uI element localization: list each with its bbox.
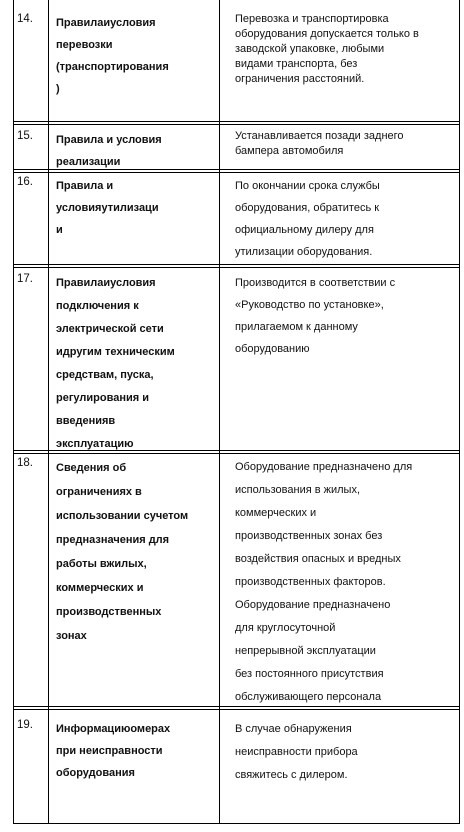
row-number: 19. — [17, 719, 33, 731]
parameter-description-line: Устанавливается позади заднего — [235, 130, 404, 142]
parameter-description-line: бампера автомобиля — [235, 145, 344, 157]
parameter-name-line: использовании сучетом — [56, 510, 189, 522]
parameter-name-line: оборудования — [56, 767, 135, 779]
parameter-description-line: непрерывной эксплуатации — [235, 645, 376, 657]
parameter-description-line: производственных факторов. — [235, 576, 386, 588]
parameter-description-line: В случае обнаружения — [235, 723, 352, 735]
parameter-description-line: использования в жилых, — [235, 484, 361, 496]
parameter-name-line: зонах — [56, 630, 87, 642]
parameter-name-line: идругим техническим — [56, 346, 175, 358]
row-divider — [13, 264, 460, 265]
parameter-description-line: Производится в соответствии с — [235, 277, 396, 289]
parameter-name — [56, 272, 214, 456]
parameter-name-line: ограничениях в — [56, 486, 142, 498]
parameter-description — [235, 456, 457, 709]
parameter-description — [235, 129, 457, 159]
parameter-description-line: Перевозка и транспортировка — [235, 13, 389, 25]
parameter-name-line: электрической сети — [56, 323, 164, 335]
parameter-description-line: утилизации оборудования. — [235, 246, 373, 258]
parameter-description-line: прилагаемом к данному — [235, 321, 358, 333]
parameter-name-line: Информациюомерах — [56, 723, 171, 735]
row-number: 16. — [17, 176, 33, 188]
parameter-description-line: свяжитесь с дилером. — [235, 769, 348, 781]
parameter-description-line: обслуживающего персонала — [235, 691, 382, 703]
parameter-name-line: Правилаиусловия — [56, 17, 156, 29]
parameter-name-line: введенияв — [56, 415, 116, 427]
parameter-name-line: подключения к — [56, 300, 139, 312]
parameter-name-line: коммерческих и — [56, 582, 144, 594]
parameter-name-line: производственных — [56, 606, 162, 618]
parameter-name — [56, 12, 214, 100]
parameter-name-line: предназначения для — [56, 534, 170, 546]
parameter-name-line: регулирования и — [56, 392, 149, 404]
row-divider — [13, 124, 460, 125]
parameter-description — [235, 272, 457, 360]
parameter-description-line: неисправности прибора — [235, 746, 358, 758]
row-divider — [13, 709, 460, 710]
row-divider — [13, 267, 460, 268]
parameter-name-line: Правилаиусловия — [56, 277, 156, 289]
parameter-name-line: работы вжилых, — [56, 558, 147, 570]
parameter-description-line: без постоянного присутствия — [235, 668, 384, 680]
parameter-name-line: (транспортирования — [56, 61, 169, 73]
parameter-description-line: оборудования допускается только в — [235, 28, 419, 40]
parameter-description-line: «Руководство по установке», — [235, 299, 384, 311]
parameter-description-line: заводской упаковке, любыми — [235, 43, 385, 55]
parameter-name-line: ) — [56, 83, 60, 95]
parameter-name-line: реализации — [56, 156, 121, 168]
parameter-description-line: По окончании срока службы — [235, 180, 380, 192]
parameter-description-line: официальному дилеру для — [235, 224, 374, 236]
parameter-description-line: оборудованию — [235, 343, 310, 355]
parameter-name-line: эксплуатацию — [56, 438, 134, 450]
parameter-name-line: при неисправности — [56, 745, 163, 757]
parameter-description-line: ограничения расстояний. — [235, 73, 365, 85]
parameter-description-line: воздействия опасных и вредных — [235, 553, 401, 565]
row-number: 15. — [17, 130, 33, 142]
parameter-name — [56, 175, 214, 241]
parameter-name-line: перевозки — [56, 39, 113, 51]
parameter-description — [235, 12, 457, 87]
parameter-name — [56, 718, 214, 784]
row-divider — [13, 823, 460, 824]
parameter-name-line: Правила и условия — [56, 134, 162, 146]
parameter-description-line: оборудования, обратитесь к — [235, 202, 380, 214]
parameter-name-line: средствам, пуска, — [56, 369, 154, 381]
parameter-description — [235, 718, 457, 787]
parameter-name-line: Сведения об — [56, 462, 127, 474]
parameter-name-line: Правила и — [56, 180, 114, 192]
row-number: 18. — [17, 457, 33, 469]
parameter-description-line: для круглосуточной — [235, 622, 336, 634]
parameter-description-line: коммерческих и — [235, 507, 317, 519]
parameter-description-line: Оборудование предназначено для — [235, 461, 413, 473]
parameter-description-line: Оборудование предназначено — [235, 599, 391, 611]
parameter-description-line: видами транспорта, без — [235, 58, 358, 70]
row-number: 14. — [17, 13, 33, 25]
parameter-name — [56, 456, 214, 648]
row-divider — [13, 121, 460, 122]
row-number: 17. — [17, 273, 33, 285]
parameter-description — [235, 175, 457, 263]
parameter-name-line: условияутилизаци — [56, 202, 159, 214]
parameter-name — [56, 129, 214, 173]
parameter-description-line: производственных зонах без — [235, 530, 383, 542]
parameter-name-line: и — [56, 224, 63, 236]
